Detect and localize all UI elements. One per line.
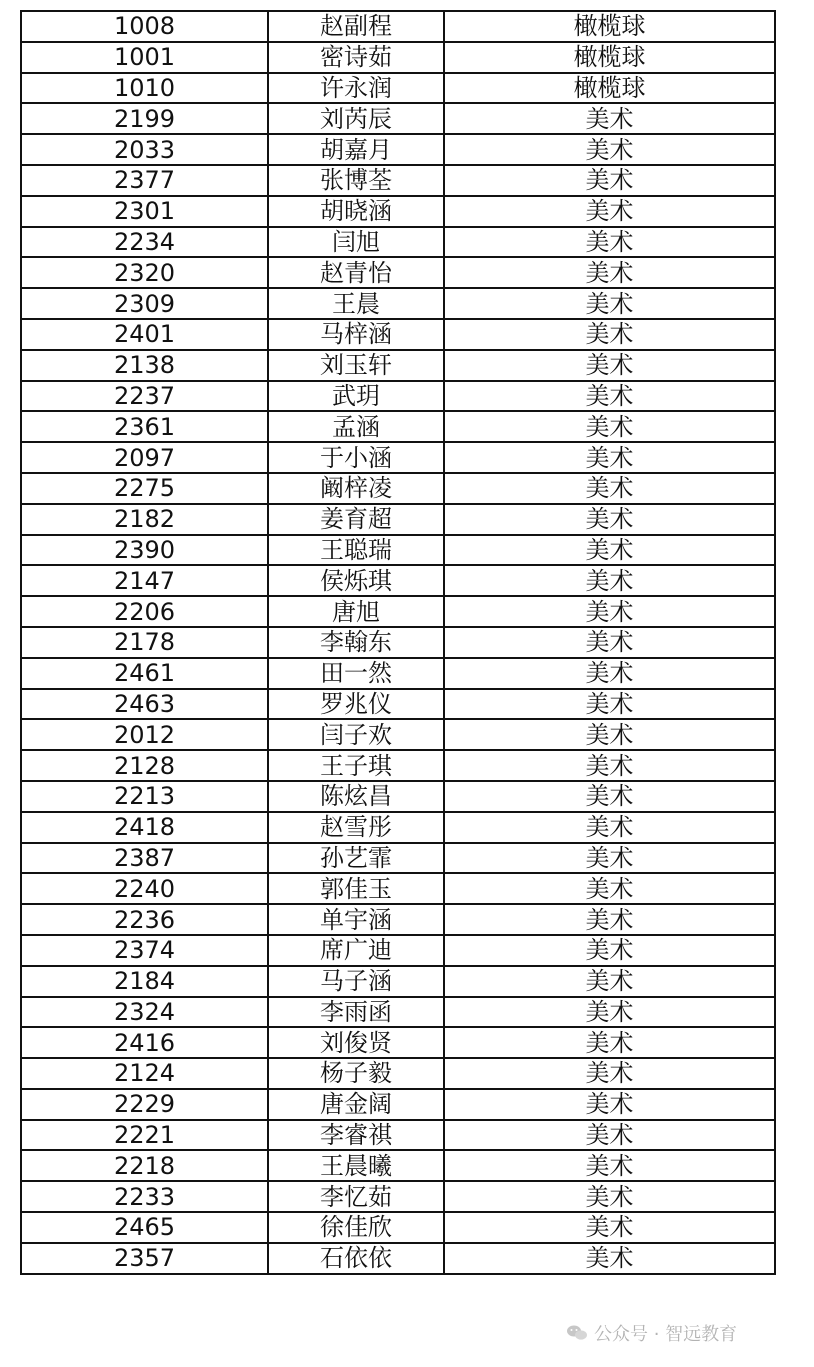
activity-cell: 美术 <box>444 288 775 319</box>
student-id-cell: 2147 <box>21 565 268 596</box>
student-name-cell: 刘芮辰 <box>268 103 444 134</box>
activity-cell: 美术 <box>444 750 775 781</box>
activity-cell: 美术 <box>444 781 775 812</box>
student-name-cell: 刘俊贤 <box>268 1027 444 1058</box>
activity-cell: 美术 <box>444 134 775 165</box>
activity-cell: 橄榄球 <box>444 73 775 104</box>
table-row <box>21 103 775 134</box>
student-id-cell: 2374 <box>21 935 268 966</box>
student-id-cell: 2236 <box>21 904 268 935</box>
student-id-cell: 1010 <box>21 73 268 104</box>
table-row <box>21 196 775 227</box>
table-row <box>21 1150 775 1181</box>
activity-cell: 美术 <box>444 565 775 596</box>
table-row <box>21 935 775 966</box>
student-name-cell: 李翰东 <box>268 627 444 658</box>
student-name-cell: 杨子毅 <box>268 1058 444 1089</box>
student-name-cell: 胡晓涵 <box>268 196 444 227</box>
student-table-body <box>21 11 775 1274</box>
table-row <box>21 904 775 935</box>
student-id-cell: 2387 <box>21 843 268 874</box>
table-row <box>21 781 775 812</box>
activity-cell: 美术 <box>444 904 775 935</box>
student-name-cell: 阚梓凌 <box>268 473 444 504</box>
student-name-cell: 王聪瑞 <box>268 535 444 566</box>
activity-cell: 美术 <box>444 997 775 1028</box>
student-id-cell: 2213 <box>21 781 268 812</box>
table-row <box>21 165 775 196</box>
student-name-cell: 闫旭 <box>268 227 444 258</box>
activity-cell: 美术 <box>444 719 775 750</box>
activity-cell: 美术 <box>444 504 775 535</box>
student-name-cell: 李睿祺 <box>268 1120 444 1151</box>
student-id-cell: 2463 <box>21 689 268 720</box>
student-name-cell: 闫子欢 <box>268 719 444 750</box>
student-name-cell: 赵雪彤 <box>268 812 444 843</box>
student-id-cell: 2199 <box>21 103 268 134</box>
student-id-cell: 2206 <box>21 596 268 627</box>
student-name-cell: 马子涵 <box>268 966 444 997</box>
student-id-cell: 2138 <box>21 350 268 381</box>
table-row <box>21 658 775 689</box>
table-row <box>21 596 775 627</box>
table-row <box>21 381 775 412</box>
student-id-cell: 2182 <box>21 504 268 535</box>
activity-cell: 美术 <box>444 411 775 442</box>
activity-cell: 美术 <box>444 1181 775 1212</box>
table-row <box>21 411 775 442</box>
student-id-cell: 2233 <box>21 1181 268 1212</box>
student-id-cell: 2033 <box>21 134 268 165</box>
student-id-cell: 2401 <box>21 319 268 350</box>
student-name-cell: 姜育超 <box>268 504 444 535</box>
table-row <box>21 750 775 781</box>
student-name-cell: 孟涵 <box>268 411 444 442</box>
student-name-cell: 刘玉轩 <box>268 350 444 381</box>
table-row <box>21 73 775 104</box>
table-row <box>21 627 775 658</box>
student-id-cell: 2309 <box>21 288 268 319</box>
table-row <box>21 719 775 750</box>
student-id-cell: 2377 <box>21 165 268 196</box>
table-row <box>21 997 775 1028</box>
activity-cell: 美术 <box>444 1243 775 1274</box>
student-id-cell: 2097 <box>21 442 268 473</box>
table-row <box>21 1212 775 1243</box>
student-id-cell: 2465 <box>21 1212 268 1243</box>
student-id-cell: 2124 <box>21 1058 268 1089</box>
table-row <box>21 42 775 73</box>
table-row <box>21 565 775 596</box>
table-row <box>21 535 775 566</box>
student-id-cell: 2357 <box>21 1243 268 1274</box>
activity-cell: 美术 <box>444 1089 775 1120</box>
activity-cell: 美术 <box>444 1212 775 1243</box>
student-id-cell: 2221 <box>21 1120 268 1151</box>
table-row <box>21 504 775 535</box>
table-row <box>21 11 775 42</box>
student-name-cell: 张博荃 <box>268 165 444 196</box>
student-table <box>20 10 776 1275</box>
student-name-cell: 石依依 <box>268 1243 444 1274</box>
student-id-cell: 2178 <box>21 627 268 658</box>
student-name-cell: 郭佳玉 <box>268 873 444 904</box>
activity-cell: 美术 <box>444 596 775 627</box>
student-id-cell: 2320 <box>21 257 268 288</box>
table-row <box>21 966 775 997</box>
student-name-cell: 孙艺霏 <box>268 843 444 874</box>
student-id-cell: 2301 <box>21 196 268 227</box>
activity-cell: 美术 <box>444 843 775 874</box>
student-name-cell: 席广迪 <box>268 935 444 966</box>
activity-cell: 美术 <box>444 627 775 658</box>
student-id-cell: 2234 <box>21 227 268 258</box>
student-name-cell: 赵青怡 <box>268 257 444 288</box>
table-row <box>21 689 775 720</box>
student-id-cell: 2461 <box>21 658 268 689</box>
activity-cell: 美术 <box>444 535 775 566</box>
table-row <box>21 1027 775 1058</box>
student-name-cell: 许永润 <box>268 73 444 104</box>
activity-cell: 美术 <box>444 196 775 227</box>
student-name-cell: 密诗茹 <box>268 42 444 73</box>
activity-cell: 美术 <box>444 165 775 196</box>
student-name-cell: 于小涵 <box>268 442 444 473</box>
activity-cell: 美术 <box>444 935 775 966</box>
student-name-cell: 马梓涵 <box>268 319 444 350</box>
student-name-cell: 胡嘉月 <box>268 134 444 165</box>
student-name-cell: 王子琪 <box>268 750 444 781</box>
table-row <box>21 473 775 504</box>
student-id-cell: 2416 <box>21 1027 268 1058</box>
student-id-cell: 2275 <box>21 473 268 504</box>
table-row <box>21 134 775 165</box>
student-name-cell: 单宇涵 <box>268 904 444 935</box>
student-name-cell: 罗兆仪 <box>268 689 444 720</box>
student-name-cell: 唐旭 <box>268 596 444 627</box>
student-name-cell: 唐金阔 <box>268 1089 444 1120</box>
activity-cell: 橄榄球 <box>444 11 775 42</box>
activity-cell: 美术 <box>444 873 775 904</box>
activity-cell: 美术 <box>444 103 775 134</box>
student-id-cell: 2218 <box>21 1150 268 1181</box>
student-name-cell: 李雨函 <box>268 997 444 1028</box>
table-row <box>21 1089 775 1120</box>
student-name-cell: 武玥 <box>268 381 444 412</box>
table-row <box>21 319 775 350</box>
activity-cell: 美术 <box>444 1058 775 1089</box>
table-row <box>21 843 775 874</box>
table-row <box>21 227 775 258</box>
activity-cell: 美术 <box>444 966 775 997</box>
student-id-cell: 2229 <box>21 1089 268 1120</box>
activity-cell: 美术 <box>444 812 775 843</box>
student-id-cell: 2418 <box>21 812 268 843</box>
activity-cell: 美术 <box>444 658 775 689</box>
table-row <box>21 1181 775 1212</box>
activity-cell: 美术 <box>444 350 775 381</box>
table-row <box>21 1120 775 1151</box>
student-name-cell: 李忆茹 <box>268 1181 444 1212</box>
activity-cell: 美术 <box>444 473 775 504</box>
activity-cell: 美术 <box>444 1120 775 1151</box>
student-id-cell: 2012 <box>21 719 268 750</box>
student-name-cell: 王晨曦 <box>268 1150 444 1181</box>
activity-cell: 美术 <box>444 442 775 473</box>
student-id-cell: 2128 <box>21 750 268 781</box>
student-id-cell: 2237 <box>21 381 268 412</box>
student-name-cell: 田一然 <box>268 658 444 689</box>
student-name-cell: 王晨 <box>268 288 444 319</box>
activity-cell: 美术 <box>444 1150 775 1181</box>
activity-cell: 美术 <box>444 689 775 720</box>
table-row <box>21 1058 775 1089</box>
student-id-cell: 2184 <box>21 966 268 997</box>
activity-cell: 美术 <box>444 381 775 412</box>
activity-cell: 橄榄球 <box>444 42 775 73</box>
table-row <box>21 873 775 904</box>
wechat-official-account-icon <box>566 1324 588 1342</box>
watermark-text: 公众号 · 智远教育 <box>594 1324 738 1345</box>
table-row <box>21 350 775 381</box>
student-id-cell: 2361 <box>21 411 268 442</box>
table-row <box>21 288 775 319</box>
table-row <box>21 812 775 843</box>
student-name-cell: 陈炫昌 <box>268 781 444 812</box>
table-row <box>21 1243 775 1274</box>
watermark <box>566 1320 737 1346</box>
student-name-cell: 徐佳欣 <box>268 1212 444 1243</box>
student-id-cell: 2390 <box>21 535 268 566</box>
student-id-cell: 1008 <box>21 11 268 42</box>
student-id-cell: 1001 <box>21 42 268 73</box>
activity-cell: 美术 <box>444 257 775 288</box>
student-id-cell: 2240 <box>21 873 268 904</box>
activity-cell: 美术 <box>444 227 775 258</box>
student-id-cell: 2324 <box>21 997 268 1028</box>
table-row <box>21 442 775 473</box>
activity-cell: 美术 <box>444 319 775 350</box>
activity-cell: 美术 <box>444 1027 775 1058</box>
student-name-cell: 侯烁琪 <box>268 565 444 596</box>
table-row <box>21 257 775 288</box>
student-name-cell: 赵副程 <box>268 11 444 42</box>
